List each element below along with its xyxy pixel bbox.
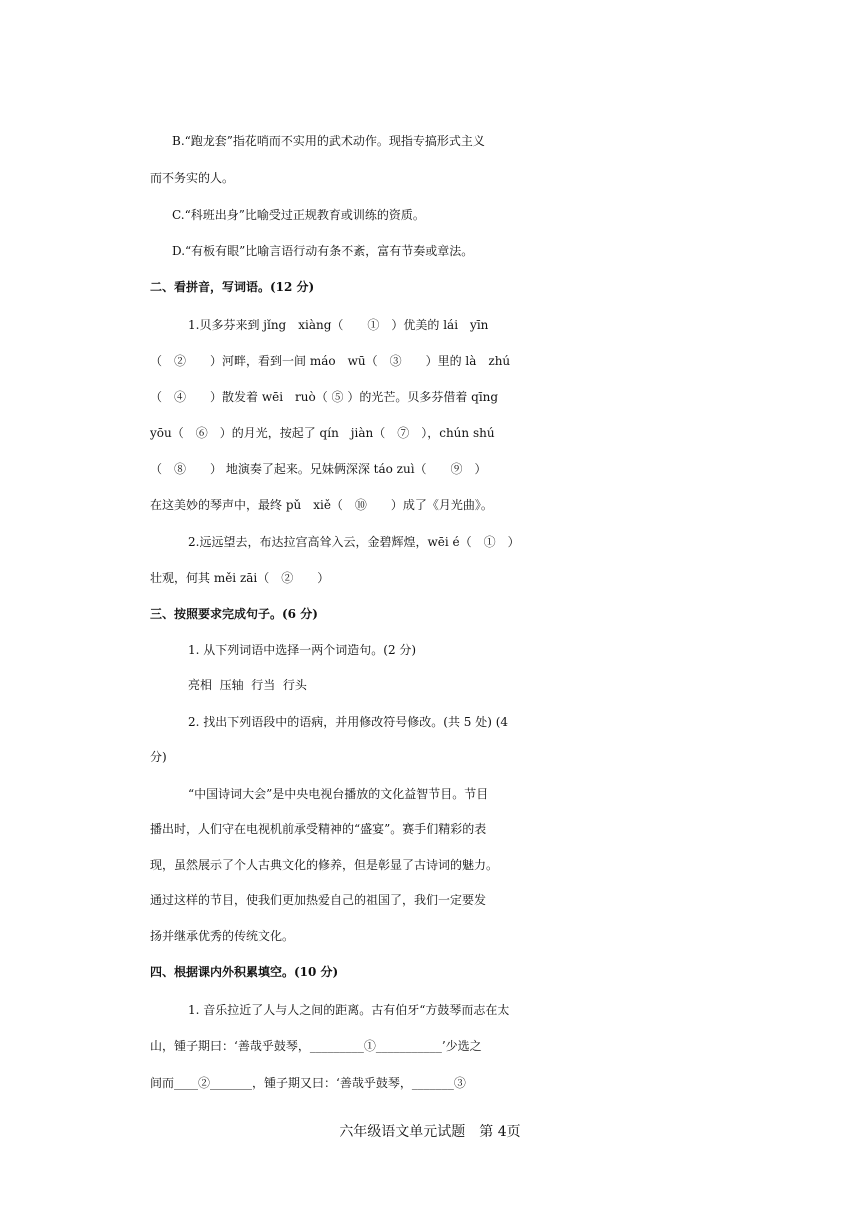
sentence-q2-line2: 分) xyxy=(150,750,167,764)
passage-line4: 通过这样的节目，使我们更加热爱自己的祖国了，我们一定要发 xyxy=(150,893,487,907)
option-c: C.“科班出身”比喻受过正规教育或训练的资质。 xyxy=(172,208,425,222)
option-b-line1: B.“跑龙套”指花哨而不实用的武术动作。现指专搞形式主义 xyxy=(172,134,485,148)
pinyin-q1-line6: 在这美妙的琴声中，最终 pǔ xiě（ ⑩ ）成了《月光曲》。 xyxy=(150,498,493,512)
pinyin-q2-line2: 壮观，何其 měi zāi（ ② ） xyxy=(150,571,330,585)
fill-q1-line1: 1. 音乐拉近了人与人之间的距离。古有伯牙“方鼓琴而志在太 xyxy=(188,1003,510,1017)
page-footer: 六年级语文单元试题 第 4页 xyxy=(339,1124,521,1140)
passage-line1: “中国诗词大会”是中央电视台播放的文化益智节目。节目 xyxy=(188,787,489,801)
pinyin-q1-line3: （ ④ ）散发着 wēi ruò（ ⑤ ）的光芒。贝多芬借着 qīng xyxy=(150,390,499,404)
sentence-q2-line1: 2. 找出下列语段中的语病，并用修改符号修改。(共 5 处) (4 xyxy=(188,715,509,729)
section-3-heading: 三、按照要求完成句子。(6 分) xyxy=(150,607,318,621)
word-list: 亮相 压轴 行当 行头 xyxy=(188,678,307,692)
pinyin-q1-line2: （ ② ）河畔，看到一间 máo wū（ ③ ）里的 là zhú xyxy=(150,354,511,368)
section-4-heading: 四、根据课内外积累填空。(10 分) xyxy=(150,965,339,979)
pinyin-q1-line4: yōu（ ⑥ ）的月光，按起了 qín jiàn（ ⑦ ），chún shú xyxy=(150,426,495,440)
section-2-heading: 二、看拼音，写词语。(12 分) xyxy=(150,280,315,294)
passage-line2: 播出时，人们守在电视机前承受精神的“盛宴”。赛手们精彩的表 xyxy=(150,822,487,836)
pinyin-q1-line1: 1.贝多芬来到 jǐng xiàng（ ① ）优美的 lái yīn xyxy=(188,318,489,332)
fill-q1-line3: 间而____②_______，锺子期又曰：‘善哉乎鼓琴，_______③ xyxy=(150,1076,466,1090)
pinyin-q1-line5: （ ⑧ ） 地演奏了起来。兄妹俩深深 táo zuì（ ⑨ ） xyxy=(150,462,487,476)
fill-q1-line2: 山，锺子期曰：‘善哉乎鼓琴，_________①___________’少选之 xyxy=(150,1039,482,1053)
option-b-line2: 而不务实的人。 xyxy=(150,171,235,185)
pinyin-q2-line1: 2.远远望去，布达拉宫高耸入云，金碧辉煌，wēi é（ ① ） xyxy=(188,535,520,549)
passage-line5: 扬并继承优秀的传统文化。 xyxy=(150,929,295,943)
passage-line3: 现，虽然展示了个人古典文化的修养，但是彰显了古诗词的魅力。 xyxy=(150,858,499,872)
option-d: D.“有板有眼”比喻言语行动有条不紊，富有节奏或章法。 xyxy=(172,244,474,258)
sentence-q1: 1. 从下列词语中选择一两个词造句。(2 分) xyxy=(188,643,417,657)
